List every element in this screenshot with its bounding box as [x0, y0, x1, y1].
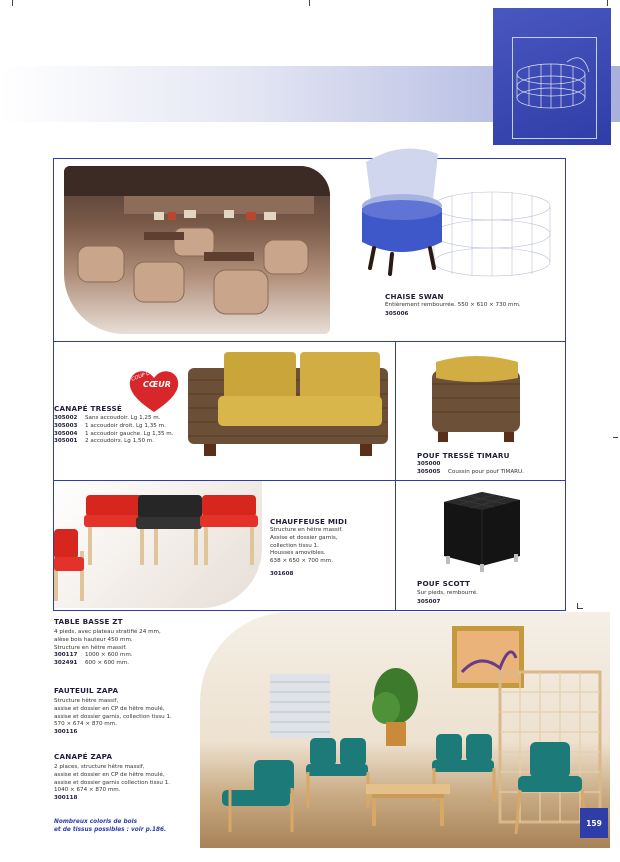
- canape-zapa-line: assise et dossier garnis collection tissu 1.: [54, 779, 171, 786]
- timaru-pouf-illustration: [428, 348, 524, 444]
- fauteuil-zapa-line: Structure hêtre massif,: [54, 698, 119, 704]
- ref-desc: 600 × 600 mm.: [85, 660, 130, 667]
- scott-desc: Sur pieds, rembourré.: [417, 590, 478, 596]
- ref-desc: Coussin pour pouf TIMARU.: [448, 468, 524, 475]
- table-zt-line: 4 pieds, avec plateau stratifié 24 mm,: [54, 629, 161, 635]
- lounge-illustration: [64, 166, 330, 334]
- table-zt-title: TABLE BASSE ZT: [54, 617, 123, 626]
- note-line: et de tissus possibles : voir p.186.: [54, 826, 167, 833]
- table-zt-row: [54, 660, 161, 668]
- midi-title: CHAUFFEUSE MIDI: [270, 517, 348, 526]
- midi-photo: [54, 481, 262, 608]
- tresse-row: [54, 415, 174, 423]
- canape-zapa-ref: 300118: [54, 795, 78, 802]
- swan-desc: Entièrement rembourrée. 550 × 610 × 730 mm.: [385, 302, 521, 308]
- ref-code: 300117: [54, 652, 78, 659]
- waiting-room-illustration: [200, 612, 610, 848]
- scott-ref: 305007: [417, 599, 441, 605]
- canape-zapa-line: 1040 × 674 × 870 mm.: [54, 787, 121, 794]
- fauteuil-zapa-line: assise et dossier garnis, collection tissu 1.: [54, 713, 172, 720]
- fauteuil-zapa-line: 570 × 674 × 870 mm.: [54, 721, 117, 728]
- badge-top-text: COUP DE: [130, 369, 155, 383]
- wireframe-chair-icon: [505, 52, 597, 116]
- ref-desc: Sans accoudoir. Lg 1,25 m.: [85, 415, 161, 421]
- table-zt-row: [54, 652, 161, 660]
- crop-mark: [12, 0, 13, 6]
- timaru-row: [417, 469, 524, 477]
- crop-mark: [607, 0, 608, 6]
- canape-zapa-block: [54, 752, 170, 803]
- fauteuil-zapa-title: FAUTEUIL ZAPA: [54, 686, 119, 695]
- scott-title: POUF SCOTT: [417, 579, 471, 588]
- scott-pouf-illustration: [436, 488, 526, 576]
- ref-code: 305001: [54, 438, 78, 445]
- tresse-row: [54, 438, 174, 446]
- ref-desc: 1 accoudoir droit. Lg 1,35 m.: [85, 422, 166, 429]
- fauteuil-zapa-block: [54, 686, 172, 737]
- midi-ref: 301608: [270, 571, 294, 577]
- table-zt-block: [54, 617, 161, 668]
- page-number: 159: [580, 808, 608, 838]
- crop-mark: [613, 437, 618, 438]
- midi-desc-line: collection tissu 1.: [270, 542, 319, 549]
- ref-code: 305005: [417, 468, 441, 475]
- table-zt-line: alèse bois hauteur 450 mm.: [54, 636, 133, 643]
- ref-code: 305002: [54, 415, 78, 421]
- ref-desc: 2 accoudoirs. Lg 1,50 m.: [85, 438, 155, 445]
- ref-code: 305003: [54, 422, 78, 429]
- canape-zapa-line: 2 places, structure hêtre massif,: [54, 764, 145, 770]
- tresse-sofa-illustration: [188, 350, 388, 460]
- color-options-note: [54, 819, 166, 834]
- waiting-room-photo: [200, 612, 610, 848]
- ref-desc: 1 accoudoir gauche. Lg 1,35 m.: [85, 430, 174, 437]
- ref-desc: 1000 × 600 mm.: [85, 652, 133, 659]
- lounge-photo: [64, 166, 330, 334]
- ref-code: 305000: [417, 461, 441, 467]
- tresse-ref-list: [54, 415, 174, 446]
- canape-zapa-title: CANAPÉ ZAPA: [54, 752, 113, 761]
- midi-chairs-illustration: [54, 481, 262, 608]
- crop-mark: [577, 603, 583, 609]
- fauteuil-zapa-ref: 300116: [54, 729, 78, 736]
- midi-desc-line: Structure en hêtre massif.: [270, 527, 343, 533]
- timaru-row: [417, 461, 524, 469]
- canape-zapa-line: assise et dossier en CP de hêtre moulé,: [54, 771, 165, 778]
- swan-ref: 305006: [385, 311, 409, 317]
- timaru-title: POUF TRESSÉ TIMARU: [417, 451, 510, 460]
- note-line: Nombreux coloris de bois: [54, 819, 138, 825]
- tresse-title: CANAPÉ TRESSÉ: [54, 404, 122, 413]
- badge-main-text: CŒUR: [143, 380, 171, 389]
- tresse-row: [54, 431, 174, 439]
- timaru-ref-list: [417, 461, 524, 477]
- ref-code: 302491: [54, 660, 78, 667]
- midi-desc-line: Assise et dossier garnis,: [270, 534, 338, 541]
- fauteuil-zapa-line: assise et dossier en CP de hêtre moulé,: [54, 705, 165, 712]
- swan-chair-illustration: [332, 144, 562, 284]
- midi-desc-line: 638 × 650 × 700 mm.: [270, 558, 333, 565]
- table-zt-line: Structure en hêtre massif.: [54, 644, 127, 651]
- tresse-row: [54, 423, 174, 431]
- crop-mark: [309, 0, 310, 6]
- midi-desc: [270, 527, 343, 566]
- ref-code: 305004: [54, 430, 78, 437]
- coup-de-coeur-badge: [127, 368, 181, 414]
- midi-desc-line: Housses amovibles.: [270, 550, 326, 557]
- swan-title: CHAISE SWAN: [385, 292, 444, 301]
